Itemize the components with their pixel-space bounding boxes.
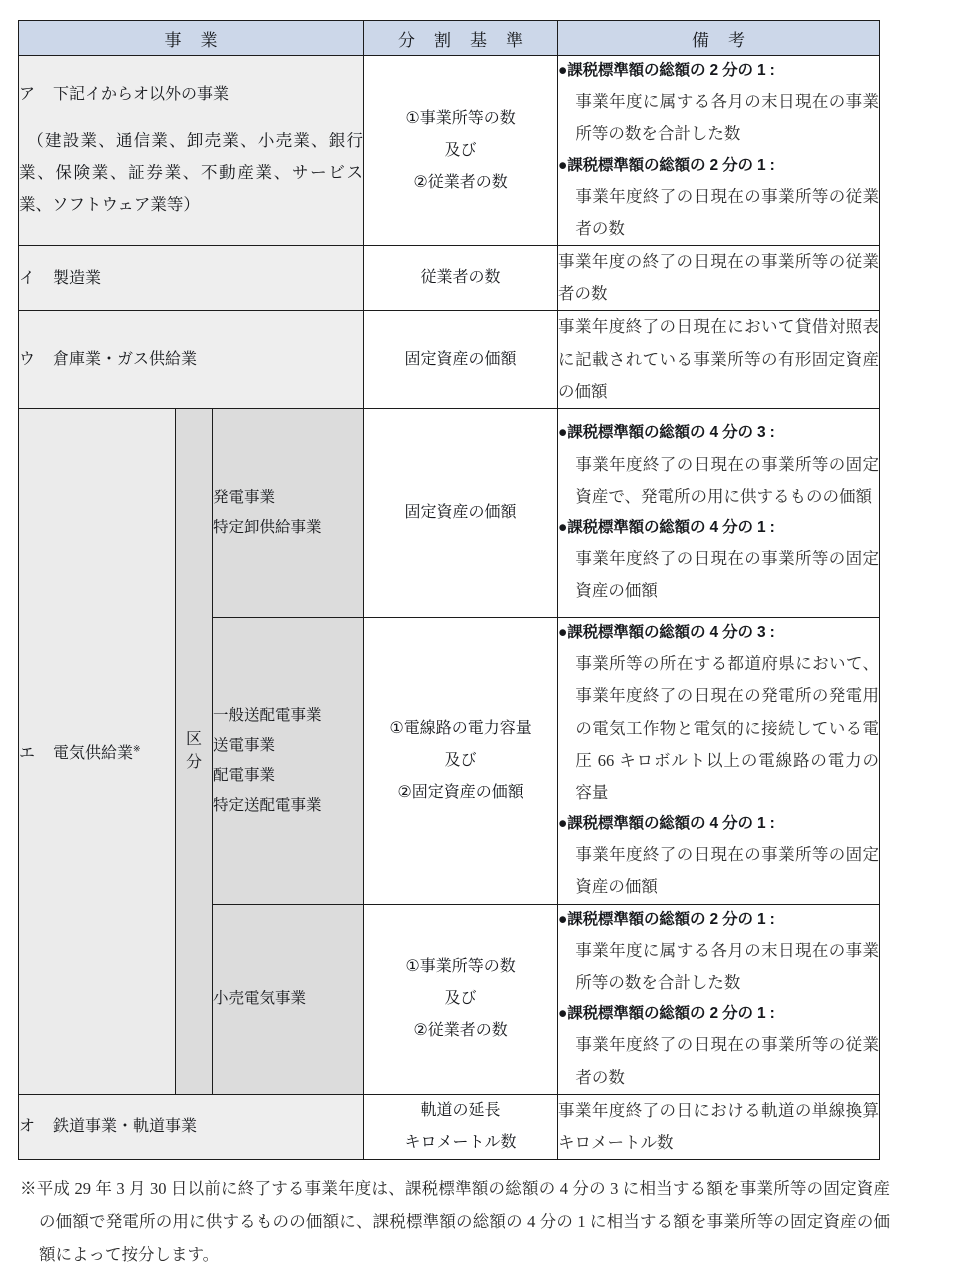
remark-bullet: ●課税標準額の総額の 4 分の 1 :	[558, 518, 775, 536]
remark-bullet: ●課税標準額の総額の 2 分の 1 :	[558, 1005, 775, 1023]
standard-line: ②従業者の数	[413, 173, 508, 191]
sub-business-name: 特定卸供給事業	[213, 518, 322, 536]
remark-body: 事業年度の終了の日現在の事業所等の従業者の数	[558, 252, 880, 304]
sub-business-cell-3	[213, 904, 364, 1094]
remark-item	[558, 905, 879, 1000]
remark-item	[558, 618, 879, 809]
table-row-i	[19, 246, 880, 311]
remark-bullet: ●課税標準額の総額の 2 分の 1 :	[558, 62, 775, 79]
remark-body: 事業年度終了の日現在において貸借対照表に記載されている事業所等の有形固定資産の価額	[558, 317, 880, 401]
kubun-label-bottom: 分	[185, 754, 202, 772]
standard-cell-u	[364, 311, 558, 409]
business-kana-u: ウ	[19, 350, 36, 368]
remark-item	[558, 151, 879, 246]
business-title-u	[19, 345, 363, 375]
remark-item	[558, 418, 879, 513]
remarks-cell-e2	[558, 617, 880, 904]
remark-body: 事業年度終了の日現在の事業所等の固定資産の価額	[575, 845, 880, 897]
sub-business-name: 送電事業	[213, 737, 276, 755]
remark-body: 事業年度終了の日現在の事業所等の従業者の数	[575, 186, 880, 238]
standard-cell-a	[364, 56, 558, 246]
table-row-o	[19, 1094, 880, 1159]
remark-body: 事業所等の所在する都道府県において、事業年度終了の日現在の発電所の発電用の電気工作物と電気的に接続している電圧 66 キロボルト以上の電線路の電力の容量	[575, 654, 880, 802]
business-cell-a	[19, 56, 364, 246]
footnote	[18, 1172, 890, 1271]
remarks-cell-e3	[558, 904, 880, 1094]
remarks-cell-i	[558, 246, 880, 311]
standard-line: キロメートル数	[404, 1133, 517, 1151]
business-cell-u	[19, 311, 364, 409]
remark-body: 事業年度終了の日現在の事業所等の従業者の数	[575, 1035, 880, 1087]
table-header-row	[19, 21, 880, 56]
business-cell-i	[19, 246, 364, 311]
table-row-e-sub1	[19, 408, 880, 617]
business-title-o	[19, 1112, 363, 1142]
remark-item	[558, 246, 879, 310]
standard-cell-e3	[364, 904, 558, 1094]
remark-body: 事業年度終了の日現在の事業所等の固定資産で、発電所の用に供するものの価額	[575, 454, 880, 506]
kubun-label-top: 区	[185, 731, 202, 749]
business-note-mark-e: ※	[133, 743, 141, 754]
business-title-a	[19, 80, 363, 110]
remarks-cell-a	[558, 56, 880, 246]
remarks-cell-u	[558, 311, 880, 409]
remark-bullet: ●課税標準額の総額の 2 分の 1 :	[558, 156, 775, 174]
remark-body: 事業年度終了の日における軌道の単線換算キロメートル数	[558, 1100, 880, 1152]
business-kana-o: オ	[19, 1118, 36, 1136]
standard-line: ①電線路の電力容量	[389, 719, 532, 737]
business-title-i	[19, 264, 363, 294]
sub-business-name: 一般送配電事業	[213, 707, 322, 725]
remark-item	[558, 311, 879, 408]
standard-line: 固定資産の価額	[404, 503, 517, 521]
standard-line: 従業者の数	[420, 269, 501, 287]
sub-business-name: 特定送配電事業	[213, 796, 322, 814]
sub-business-cell-1	[213, 408, 364, 617]
division-standard-table	[18, 20, 880, 1160]
standard-line: ②固定資産の価額	[397, 783, 524, 801]
remark-body: 事業年度に属する各月の末日現在の事業所等の数を合計した数	[575, 940, 880, 993]
standard-line: ②従業者の数	[413, 1022, 508, 1040]
standard-line: ①事業所等の数	[405, 958, 516, 976]
kubun-label	[176, 408, 213, 1094]
header-business: 事 業	[19, 21, 364, 56]
sub-business-name: 発電事業	[213, 489, 276, 507]
remark-body: 事業年度終了の日現在の事業所等の固定資産の価額	[575, 549, 880, 601]
sub-business-name: 小売電気事業	[213, 990, 307, 1008]
remark-item	[558, 809, 879, 904]
standard-cell-e1	[364, 408, 558, 617]
standard-line: 固定資産の価額	[404, 350, 517, 368]
business-name-u: 倉庫業・ガス供給業	[53, 350, 198, 368]
header-division-standard: 分 割 基 準	[364, 21, 558, 56]
remark-item	[558, 56, 879, 151]
remarks-cell-o	[558, 1094, 880, 1159]
remark-bullet: ●課税標準額の総額の 4 分の 1 :	[558, 815, 775, 833]
standard-line: 及び	[444, 751, 477, 769]
remark-body: 事業年度に属する各月の末日現在の事業所等の数を合計した数	[575, 92, 880, 144]
remark-item	[558, 513, 879, 608]
standard-cell-o	[364, 1094, 558, 1159]
standard-line: 及び	[444, 990, 477, 1008]
sub-business-name: 配電事業	[213, 766, 276, 784]
standard-cell-e2	[364, 617, 558, 904]
standard-line: 軌道の延長	[420, 1101, 501, 1119]
sub-business-cell-2	[213, 617, 364, 904]
footnote-line: ※平成 29 年 3 月 30 日以前に終了する事業年度は、課税標準額の総額の 4 分の 3 に相当する額を事業所等の固定資産の価額で発電所の用に供するものの価額に、課税標準額の総額の 4 分の 1 に相当する額を事業所等の固定資産の価額によって按分します。	[20, 1179, 890, 1265]
standard-cell-i	[364, 246, 558, 311]
table-row-u	[19, 311, 880, 409]
business-cell-e	[19, 408, 176, 1094]
business-kana-e: エ	[19, 744, 36, 762]
business-paren-a: （建設業、通信業、卸売業、小売業、銀行業、保険業、証券業、不動産業、サービス業、ソフトウェア業等）	[19, 131, 364, 215]
standard-line: 及び	[444, 141, 477, 159]
standard-line: ①事業所等の数	[405, 109, 516, 127]
remarks-cell-e1	[558, 408, 880, 617]
remark-item	[558, 999, 879, 1094]
remark-bullet: ●課税標準額の総額の 4 分の 3 :	[558, 424, 775, 442]
business-name-a: 下記イからオ以外の事業	[53, 85, 230, 103]
business-cell-o	[19, 1094, 364, 1159]
remark-bullet: ●課税標準額の総額の 2 分の 1 :	[558, 910, 775, 928]
business-name-i: 製造業	[53, 269, 102, 287]
table-row-a	[19, 56, 880, 246]
business-name-e: 電気供給業	[53, 744, 134, 762]
business-name-o: 鉄道事業・軌道事業	[53, 1118, 198, 1136]
remark-bullet: ●課税標準額の総額の 4 分の 3 :	[558, 623, 775, 641]
business-kana-a: ア	[19, 85, 36, 103]
header-remarks: 備 考	[558, 21, 880, 56]
remark-item	[558, 1095, 879, 1159]
business-kana-i: イ	[19, 269, 36, 287]
